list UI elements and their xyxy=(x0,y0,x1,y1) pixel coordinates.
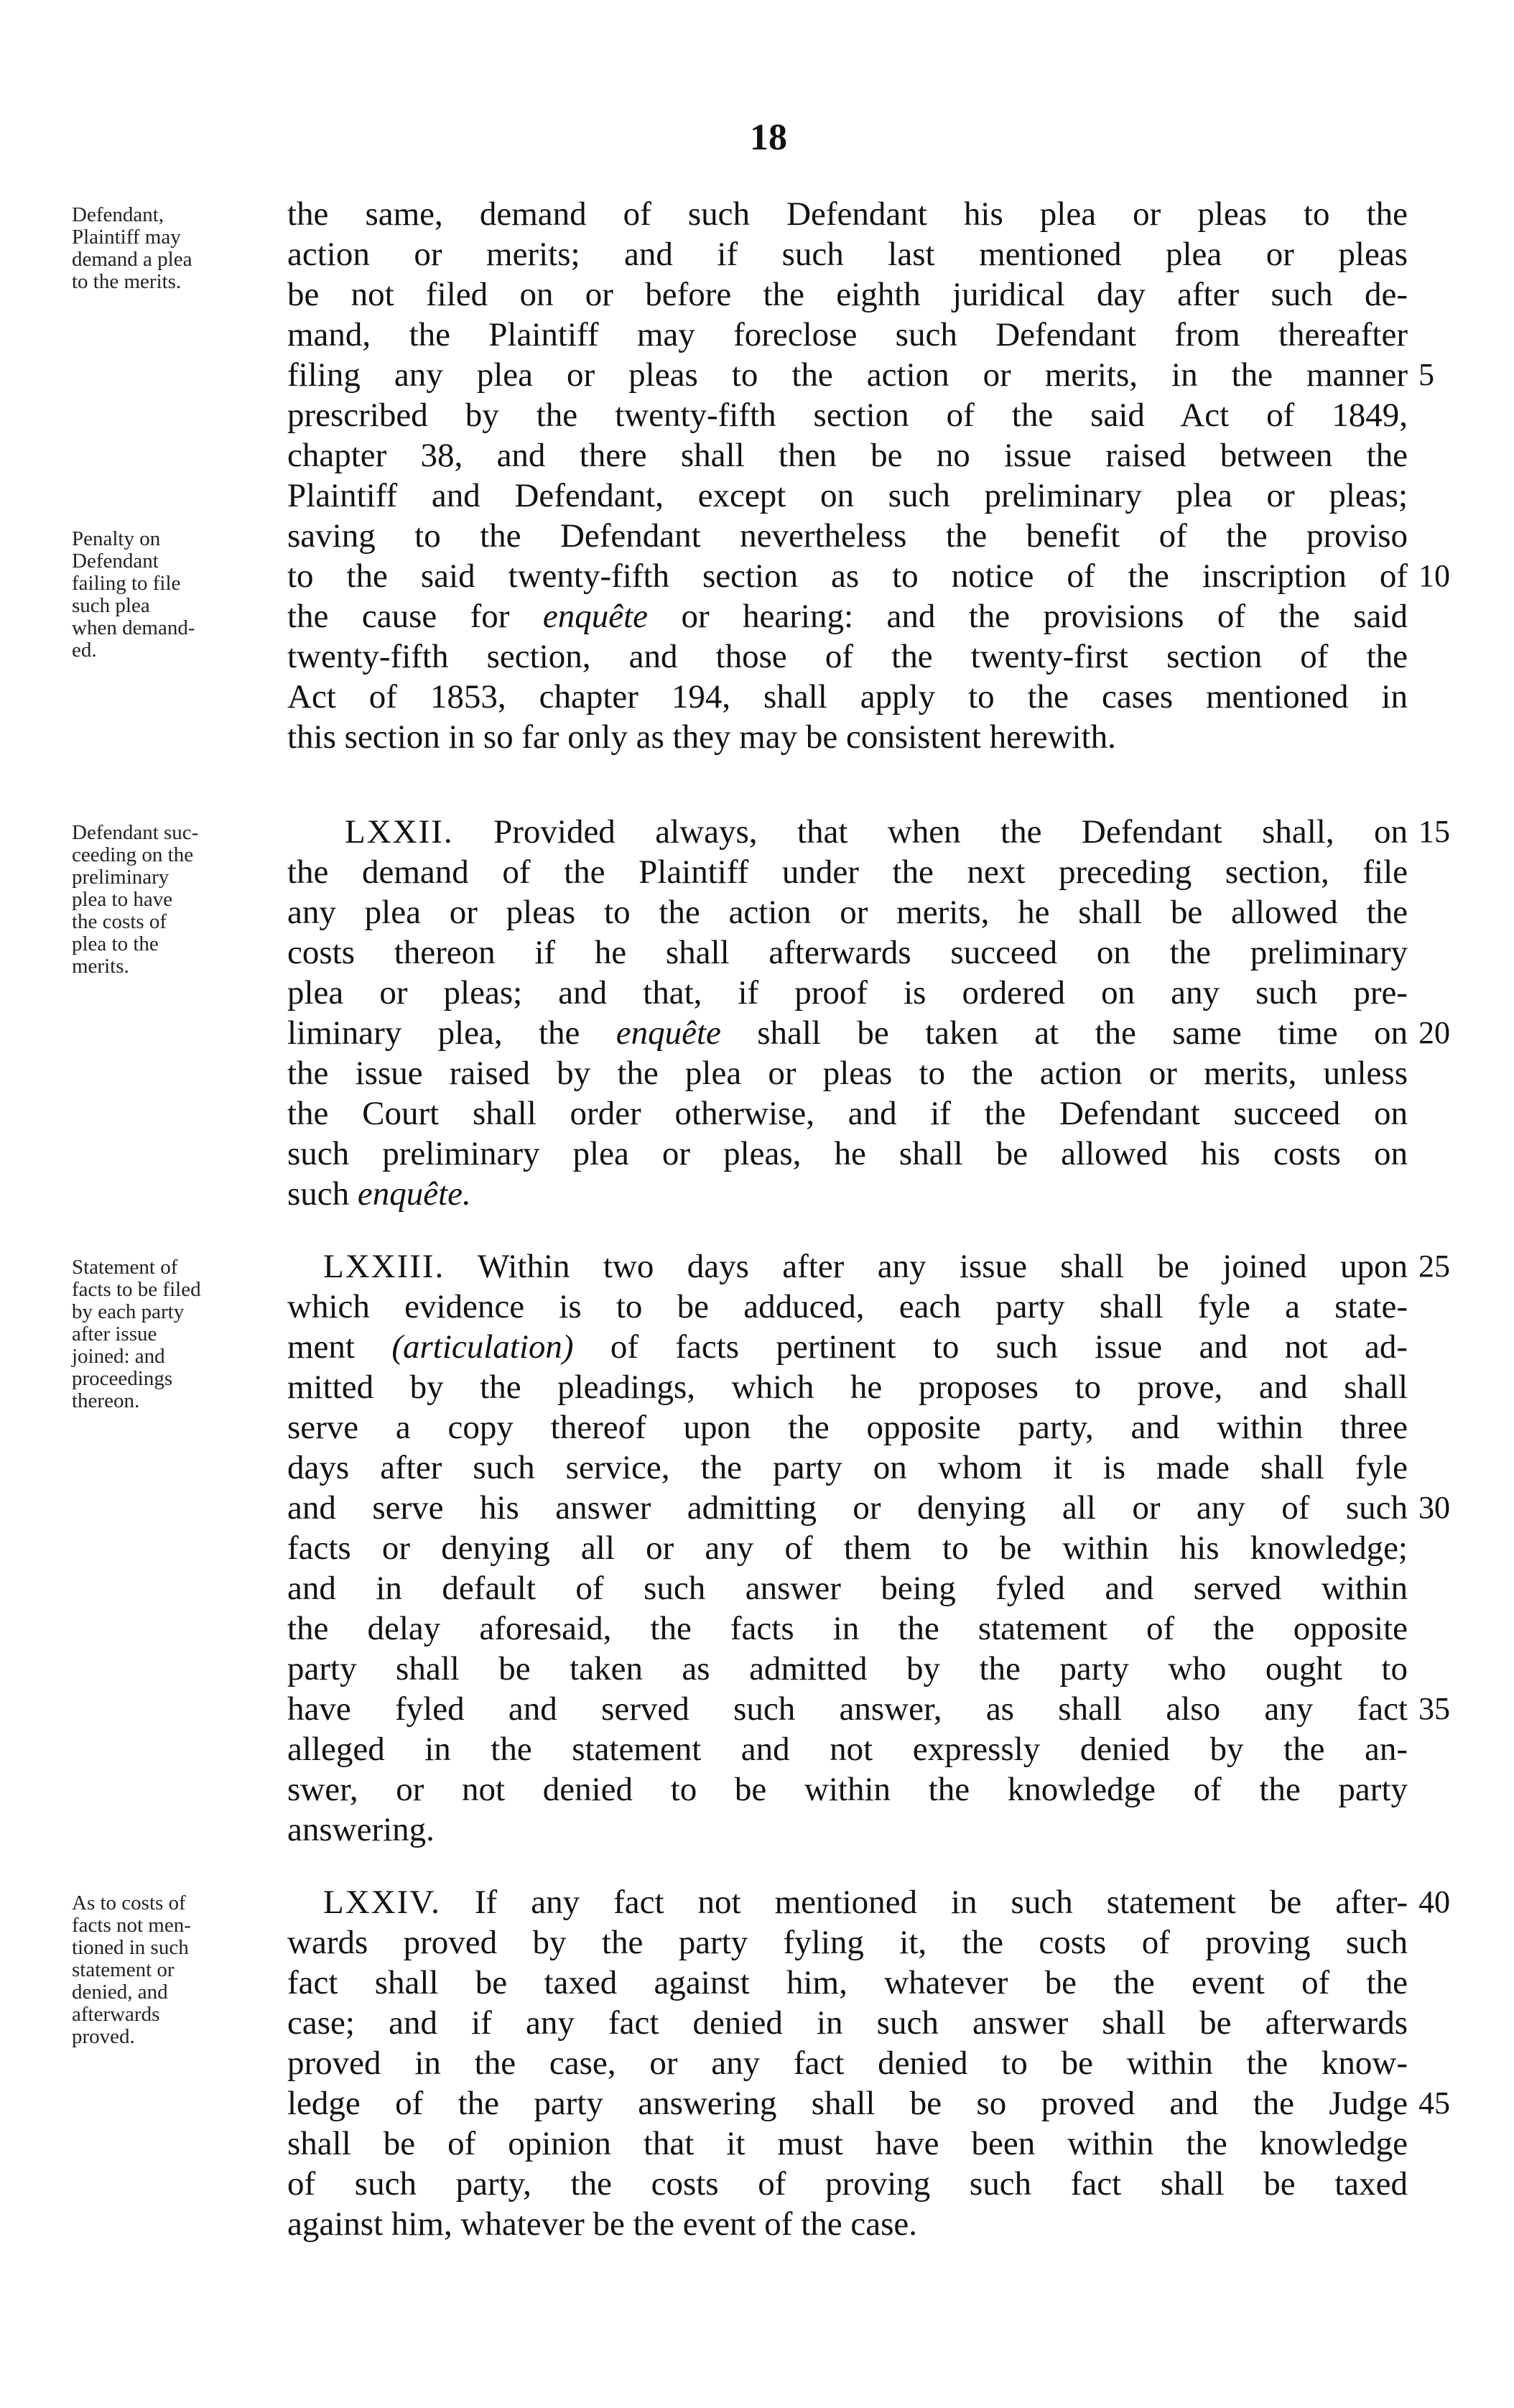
text-line: costs thereon if he shall afterwards succeed on the preliminary xyxy=(287,934,1408,971)
text-fragment: Provided always, that when the Defendant shall, on xyxy=(493,813,1408,851)
text-line: case; and if any fact denied in such answer shall be afterwards xyxy=(287,2004,1408,2042)
text-line: twenty-fifth section, and those of the twenty-first section of the xyxy=(287,638,1408,675)
note-line: proceedings xyxy=(72,1367,173,1390)
text-line: Plaintiff and Defendant, except on such preliminary plea or pleas; xyxy=(287,477,1408,514)
text-line: the delay aforesaid, the facts in the statement of the opposite xyxy=(287,1610,1408,1647)
line-number: 5 xyxy=(1418,357,1434,392)
text-line: facts or denying all or any of them to be within his knowledge; xyxy=(287,1529,1408,1567)
note-line: plea to have xyxy=(72,888,173,911)
text-line: filing any plea or pleas to the action or merits, in the manner xyxy=(287,356,1408,394)
italic-term: enquête xyxy=(616,1014,721,1052)
note-line: when demand- xyxy=(72,616,195,639)
text-fragment: If any fact not mentioned in such statement be after- xyxy=(474,1884,1408,1921)
text-line: such preliminary plea or pleas, he shall be allowed his costs on xyxy=(287,1135,1408,1172)
note-line: after issue xyxy=(72,1323,157,1346)
italic-term: enquête. xyxy=(357,1175,471,1213)
text-line: be not filed on or before the eighth juridical day after such de- xyxy=(287,276,1408,313)
text-line: wards proved by the party fyling it, the costs of proving such xyxy=(287,1924,1408,1961)
note-line: thereon. xyxy=(72,1389,140,1412)
text-line: and serve his answer admitting or denying all or any of such xyxy=(287,1489,1408,1527)
note-line: facts to be filed xyxy=(72,1278,201,1301)
section-number: LXXII. xyxy=(345,813,454,851)
note-line: afterwards xyxy=(72,2003,160,2026)
text-fragment: of facts pertinent to such issue and not ad- xyxy=(610,1328,1408,1366)
text-fragment: or hearing: and the provisions of the said xyxy=(681,598,1408,635)
text-line: answering. xyxy=(287,1811,435,1848)
note-line: merits. xyxy=(72,955,129,978)
note-line: statement or xyxy=(72,1958,175,1981)
text-line xyxy=(287,812,1408,852)
note-line: by each party xyxy=(72,1300,185,1323)
text-fragment: such xyxy=(287,1175,350,1213)
note-line: such plea xyxy=(72,594,150,617)
text-line: Act of 1853, chapter 194, shall apply to the cases mentioned in xyxy=(287,678,1408,716)
text-fragment: the cause for xyxy=(287,598,510,635)
text-line: the Court shall order otherwise, and if the Defendant succeed on xyxy=(287,1095,1408,1132)
note-line: Defendant suc- xyxy=(72,821,199,844)
text-line xyxy=(287,1327,1408,1367)
line-number: 15 xyxy=(1418,814,1450,849)
text-line: mand, the Plaintiff may foreclose such Defendant from thereafter xyxy=(287,316,1408,353)
section-body xyxy=(287,194,1408,757)
margin-note-plea-demand xyxy=(72,204,280,293)
note-line: ceeding on the xyxy=(72,843,194,866)
text-line: have fyled and served such answer, as shall also any fact xyxy=(287,1690,1408,1728)
line-number: 20 xyxy=(1418,1015,1450,1050)
text-line xyxy=(287,1013,1408,1053)
text-line xyxy=(287,1882,1408,1922)
text-line: swer, or not denied to be within the knowledge of the party xyxy=(287,1771,1408,1808)
text-line: alleged in the statement and not expressly denied by the an- xyxy=(287,1731,1408,1768)
note-line: to the merits. xyxy=(72,270,182,293)
text-line: ledge of the party answering shall be so proved and the Judge xyxy=(287,2085,1408,2122)
note-line: Penalty on xyxy=(72,527,161,550)
section-number: LXXIV. xyxy=(323,1884,441,1921)
text-line: action or merits; and if such last mentioned plea or pleas xyxy=(287,236,1408,273)
note-line: Defendant, xyxy=(72,203,164,226)
section-body xyxy=(287,812,1408,1214)
text-line: serve a copy thereof upon the opposite party, and within three xyxy=(287,1409,1408,1446)
text-line: of such party, the costs of proving such fact shall be taxed xyxy=(287,2165,1408,2203)
note-line: As to costs of xyxy=(72,1891,186,1914)
section-body xyxy=(287,1882,1408,2244)
line-number: 25 xyxy=(1418,1249,1450,1284)
line-number: 45 xyxy=(1418,2085,1450,2121)
note-line: ed. xyxy=(72,639,97,662)
italic-term: enquête xyxy=(542,598,649,635)
margin-note-costs-facts xyxy=(72,1892,280,2048)
text-line: which evidence is to be adduced, each party shall fyle a state- xyxy=(287,1288,1408,1325)
italic-term: (articulation) xyxy=(391,1328,574,1366)
margin-note-statement-facts xyxy=(72,1256,280,1412)
line-number: 40 xyxy=(1418,1884,1450,1920)
text-line: prescribed by the twenty-fifth section of the said Act of 1849, xyxy=(287,397,1408,434)
text-line: this section in so far only as they may be consistent herewith. xyxy=(287,718,1116,756)
section-number: LXXIII. xyxy=(323,1248,445,1285)
note-line: Statement of xyxy=(72,1256,178,1279)
margin-note-costs-preliminary xyxy=(72,822,280,978)
text-line: saving to the Defendant nevertheless the benefit of the proviso xyxy=(287,517,1408,555)
text-line: proved in the case, or any fact denied to be within the know- xyxy=(287,2045,1408,2082)
note-line: denied, and xyxy=(72,1981,168,2004)
line-number: 10 xyxy=(1418,558,1450,593)
text-fragment: liminary plea, the xyxy=(287,1014,580,1052)
text-line xyxy=(287,1246,1408,1287)
note-line: failing to file xyxy=(72,572,181,595)
margin-note-penalty xyxy=(72,528,280,662)
text-line: the demand of the Plaintiff under the next preceding section, file xyxy=(287,853,1408,891)
note-line: proved. xyxy=(72,2025,135,2048)
note-line: joined: and xyxy=(72,1345,165,1368)
note-line: preliminary xyxy=(72,866,169,889)
text-line: chapter 38, and there shall then be no issue raised between the xyxy=(287,437,1408,474)
text-line: fact shall be taxed against him, whatever be the event of the xyxy=(287,1964,1408,2001)
note-line: the costs of xyxy=(72,910,167,933)
text-line: days after such service, the party on whom it is made shall fyle xyxy=(287,1449,1408,1486)
line-number: 30 xyxy=(1418,1490,1450,1525)
text-line xyxy=(287,1174,1408,1214)
text-line: any plea or pleas to the action or merits, he shall be allowed the xyxy=(287,894,1408,931)
note-line: Plaintiff may xyxy=(72,226,181,249)
note-line: plea to the xyxy=(72,932,159,955)
text-fragment: ment xyxy=(287,1328,355,1366)
note-line: demand a plea xyxy=(72,248,192,271)
line-number: 35 xyxy=(1418,1691,1450,1726)
text-line: party shall be taken as admitted by the party who ought to xyxy=(287,1650,1408,1687)
note-line: facts not men- xyxy=(72,1914,191,1937)
note-line: tioned in such xyxy=(72,1936,189,1959)
section-body xyxy=(287,1246,1408,1850)
text-line: shall be of opinion that it must have been within the knowledge xyxy=(287,2125,1408,2162)
text-line: to the said twenty-fifth section as to notice of the inscription of xyxy=(287,557,1408,595)
note-line: Defendant xyxy=(72,550,159,573)
text-line xyxy=(287,596,1408,636)
text-fragment: shall be taken at the same time on xyxy=(757,1014,1408,1052)
text-fragment: Within two days after any issue shall be joined upon xyxy=(477,1248,1408,1285)
text-line: mitted by the pleadings, which he proposes to prove, and shall xyxy=(287,1369,1408,1406)
page-number: 18 xyxy=(750,117,787,158)
text-line: and in default of such answer being fyled and served within xyxy=(287,1570,1408,1607)
text-line: the issue raised by the plea or pleas to the action or merits, unless xyxy=(287,1055,1408,1092)
text-line: against him, whatever be the event of the case. xyxy=(287,2205,917,2243)
text-line: the same, demand of such Defendant his plea or pleas to the xyxy=(287,195,1408,233)
text-line: plea or pleas; and that, if proof is ordered on any such pre- xyxy=(287,974,1408,1011)
